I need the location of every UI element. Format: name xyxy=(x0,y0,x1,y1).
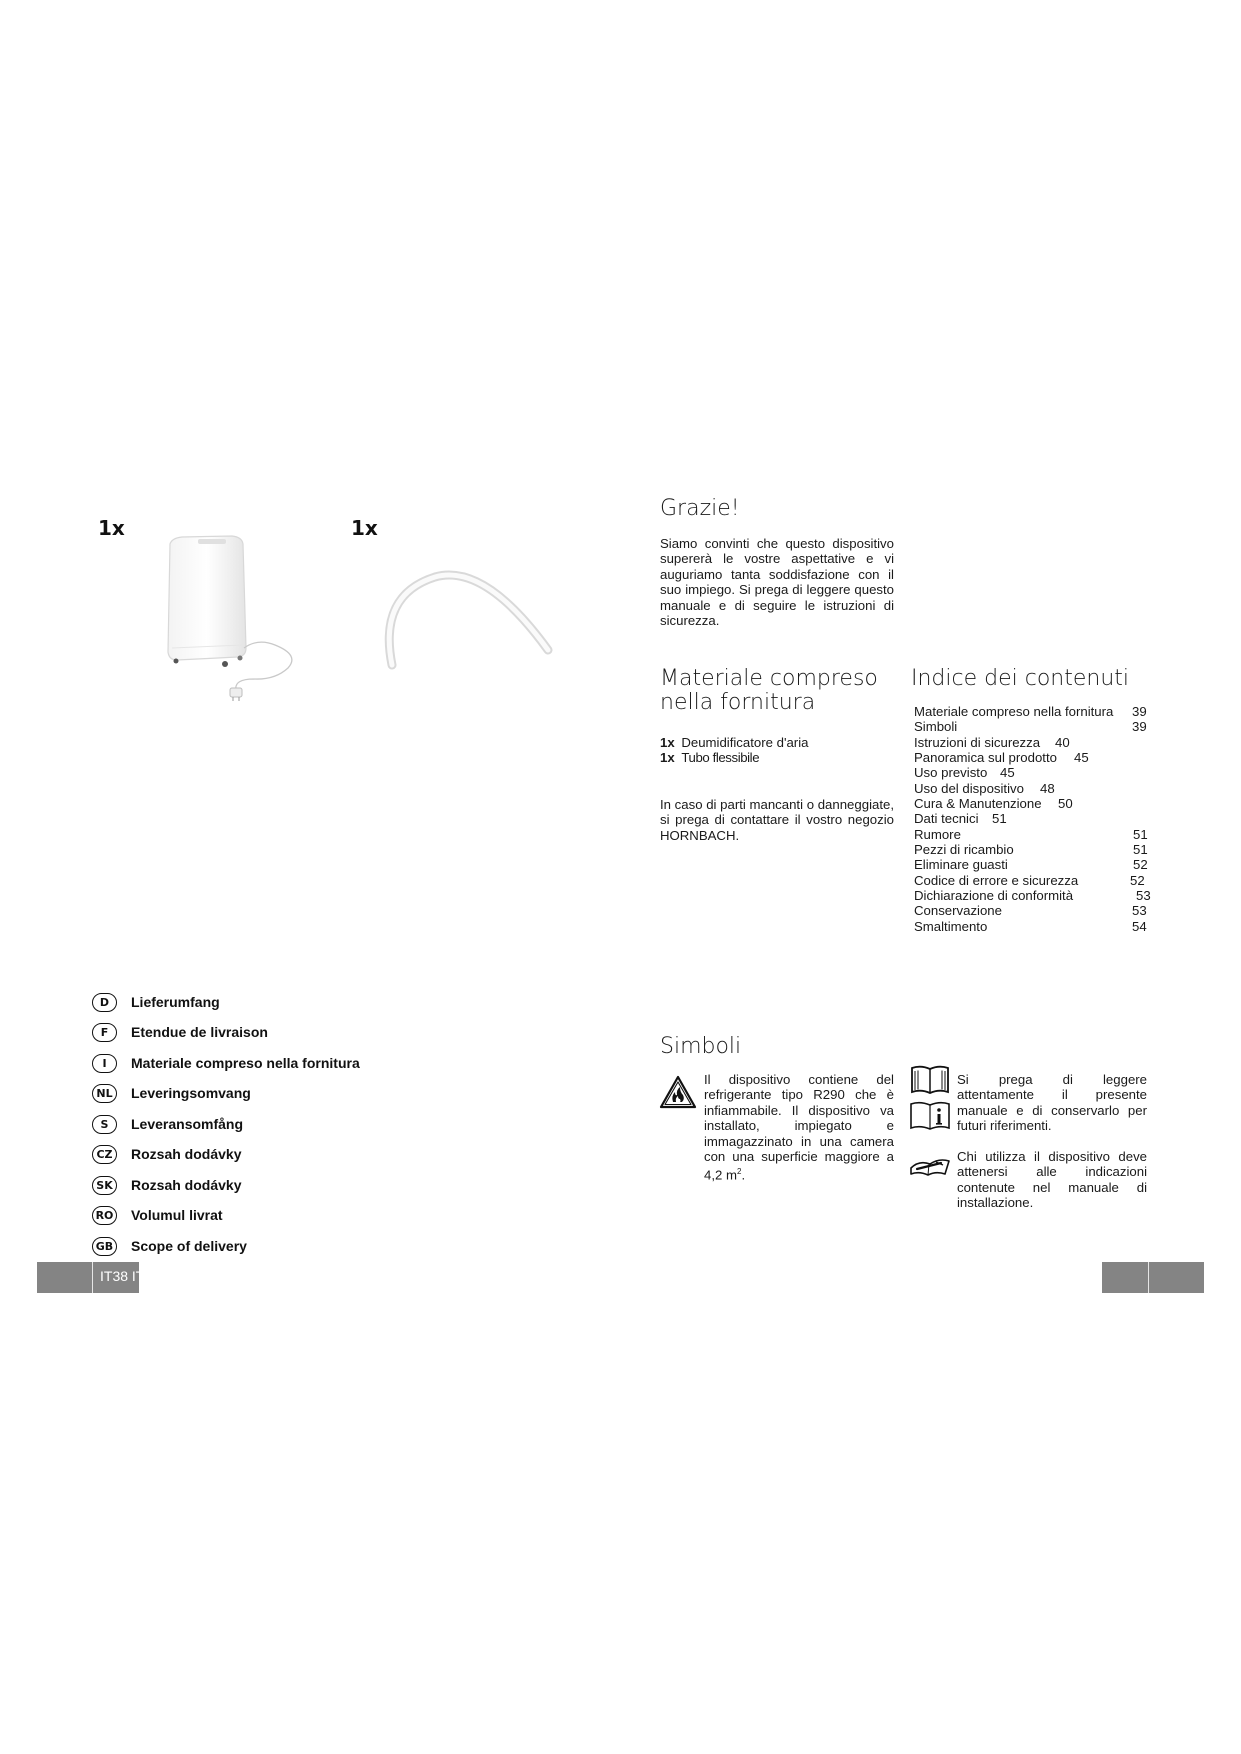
qty-label-dehumidifier: 1x xyxy=(98,516,125,540)
toc-entry xyxy=(914,781,1152,796)
page-number-left: IT38 IT xyxy=(100,1268,145,1284)
language-label-d: Lieferumfang xyxy=(131,994,220,1010)
footer-divider-left xyxy=(92,1262,93,1293)
toc-entry xyxy=(914,919,1152,934)
dehumidifier-image xyxy=(150,530,310,710)
toc-entry xyxy=(914,735,1152,750)
toc-entry-page: 52 xyxy=(1130,873,1145,888)
scope-item-label: Deumidificatore d'aria xyxy=(681,735,809,750)
toc-entry xyxy=(914,750,1152,765)
language-entry-i xyxy=(92,1052,360,1074)
toc-entry xyxy=(914,719,1152,734)
scope-title xyxy=(660,667,900,715)
toc-entry-page: 50 xyxy=(1058,796,1073,811)
toc-entry xyxy=(914,796,1152,811)
language-entry-f xyxy=(92,1021,268,1043)
toc-entry-page: 53 xyxy=(1132,903,1147,918)
manual-text: Si prega di leggere attentamente il presente manuale e di conservarlo per futuri riferimenti. xyxy=(957,1072,1147,1134)
toc-entry xyxy=(914,827,1152,842)
toc-entry-title: Uso del dispositivo xyxy=(914,781,1024,796)
toc-entry-title: Istruzioni di sicurezza xyxy=(914,735,1041,750)
toc-entry xyxy=(914,811,1152,826)
toc-entry-title: Dichiarazione di conformità xyxy=(914,888,1074,903)
toc-entry-title: Simboli xyxy=(914,719,958,734)
scope-item-hose xyxy=(660,750,759,765)
scope-note: In caso di parti mancanti o danneggiate, si prega di contattare il vostro negozio HORNBACH. xyxy=(660,797,894,843)
language-badge-cz: CZ xyxy=(92,1145,117,1164)
toc-entry-title: Codice di errore e sicurezza xyxy=(914,873,1079,888)
qty-label-hose: 1x xyxy=(351,516,378,540)
language-entry-ro xyxy=(92,1204,223,1226)
language-badge-s: S xyxy=(92,1115,117,1134)
toc-entry-title: Conservazione xyxy=(914,903,1002,918)
thanks-title: Grazie! xyxy=(660,496,740,521)
toc-entry xyxy=(914,903,1152,918)
language-entry-s xyxy=(92,1113,243,1135)
flammable-text-body: Il dispositivo contiene del refrigerante tipo R290 che è infiammabile. Il dispositivo va installato, impiegato e immagazzinato in una camera con una superficie maggiore a 4,2 m xyxy=(704,1072,894,1183)
language-badge-i: I xyxy=(92,1054,117,1073)
language-entry-nl xyxy=(92,1082,251,1104)
scope-item-qty: 1x xyxy=(660,750,675,765)
toc-entry-title: Pezzi di ricambio xyxy=(914,842,1014,857)
language-badge-gb: GB xyxy=(92,1237,117,1256)
toc-entry-page: 53 xyxy=(1136,888,1151,903)
footer-divider-right xyxy=(1148,1262,1149,1293)
language-entry-sk xyxy=(92,1174,241,1196)
toc-title: Indice dei contenuti xyxy=(911,666,1130,691)
toc-entry xyxy=(914,704,1152,719)
toc-entry xyxy=(914,873,1152,888)
toc-entry xyxy=(914,857,1152,872)
scope-item-qty: 1x xyxy=(660,735,675,750)
symbols-title: Simboli xyxy=(660,1034,742,1059)
toc-entry-page: 39 xyxy=(1132,704,1147,719)
toc-entry-page: 51 xyxy=(1133,842,1148,857)
thanks-text: Siamo convinti che questo dispositivo supererà le vostre aspettative e vi auguriamo tanta soddisfazione con il suo impiego. Si prega di leggere questo manuale e di seguire le istruzioni di sicurezza. xyxy=(660,536,894,629)
toc-entry-page: 45 xyxy=(1074,750,1089,765)
toc-entry-title: Rumore xyxy=(914,827,961,842)
toc-entry-title: Eliminare guasti xyxy=(914,857,1008,872)
language-label-f: Etendue de livraison xyxy=(131,1024,268,1040)
toc-entry-page: 39 xyxy=(1132,719,1147,734)
language-label-nl: Leveringsomvang xyxy=(131,1085,251,1101)
toc-entry-page: 52 xyxy=(1133,857,1148,872)
flammable-warning-icon xyxy=(659,1075,697,1109)
toc-entry xyxy=(914,888,1152,903)
toc-entry-title: Cura & Manutenzione xyxy=(914,796,1042,811)
language-entry-gb xyxy=(92,1235,247,1257)
toc-entry-page: 48 xyxy=(1040,781,1055,796)
language-label-gb: Scope of delivery xyxy=(131,1238,247,1254)
toc-entry-title: Materiale compreso nella fornitura xyxy=(914,704,1114,719)
language-entry-d xyxy=(92,991,220,1013)
toc-entry-title: Panoramica sul prodotto xyxy=(914,750,1057,765)
scope-item-label: Tubo flessibile xyxy=(681,750,760,765)
language-badge-sk: SK xyxy=(92,1176,117,1195)
toc-entry-page: 45 xyxy=(1000,765,1015,780)
flammable-text xyxy=(704,1072,894,1183)
toc-entry-page: 40 xyxy=(1055,735,1070,750)
flammable-text-end: . xyxy=(741,1167,746,1183)
language-badge-nl: NL xyxy=(92,1084,117,1103)
toc-entry-title: Uso previsto xyxy=(914,765,988,780)
language-label-s: Leveransomfång xyxy=(131,1116,244,1132)
install-text: Chi utilizza il dispositivo deve attenersi alle indicazioni contenute nel manuale di installazione. xyxy=(957,1149,1147,1211)
scope-item-dehumidifier xyxy=(660,735,808,750)
language-label-sk: Rozsah dodávky xyxy=(131,1177,242,1193)
language-badge-f: F xyxy=(92,1023,117,1042)
language-entry-cz xyxy=(92,1143,241,1165)
toc-entry xyxy=(914,765,1152,780)
scope-title-line-2: nella fornitura xyxy=(660,690,816,715)
language-badge-ro: RO xyxy=(92,1206,117,1225)
flammable-text-superscript: 2 xyxy=(736,1167,742,1177)
read-manual-icon xyxy=(909,1062,951,1132)
footer-bar-right xyxy=(1102,1262,1204,1293)
hose-image xyxy=(380,555,560,670)
installation-manual-icon xyxy=(909,1154,951,1178)
toc-entry-page: 51 xyxy=(992,811,1007,826)
language-badge-d: D xyxy=(92,993,117,1012)
toc-entry xyxy=(914,842,1152,857)
language-label-cz: Rozsah dodávky xyxy=(131,1146,242,1162)
language-label-i: Materiale compreso nella fornitura xyxy=(131,1055,360,1071)
toc-entry-title: Smaltimento xyxy=(914,919,988,934)
language-label-ro: Volumul livrat xyxy=(131,1207,223,1223)
toc-entry-page: 51 xyxy=(1133,827,1148,842)
toc-entry-title: Dati tecnici xyxy=(914,811,979,826)
scope-title-line-1: Materiale compreso xyxy=(660,666,878,691)
toc-entry-page: 54 xyxy=(1132,919,1147,934)
